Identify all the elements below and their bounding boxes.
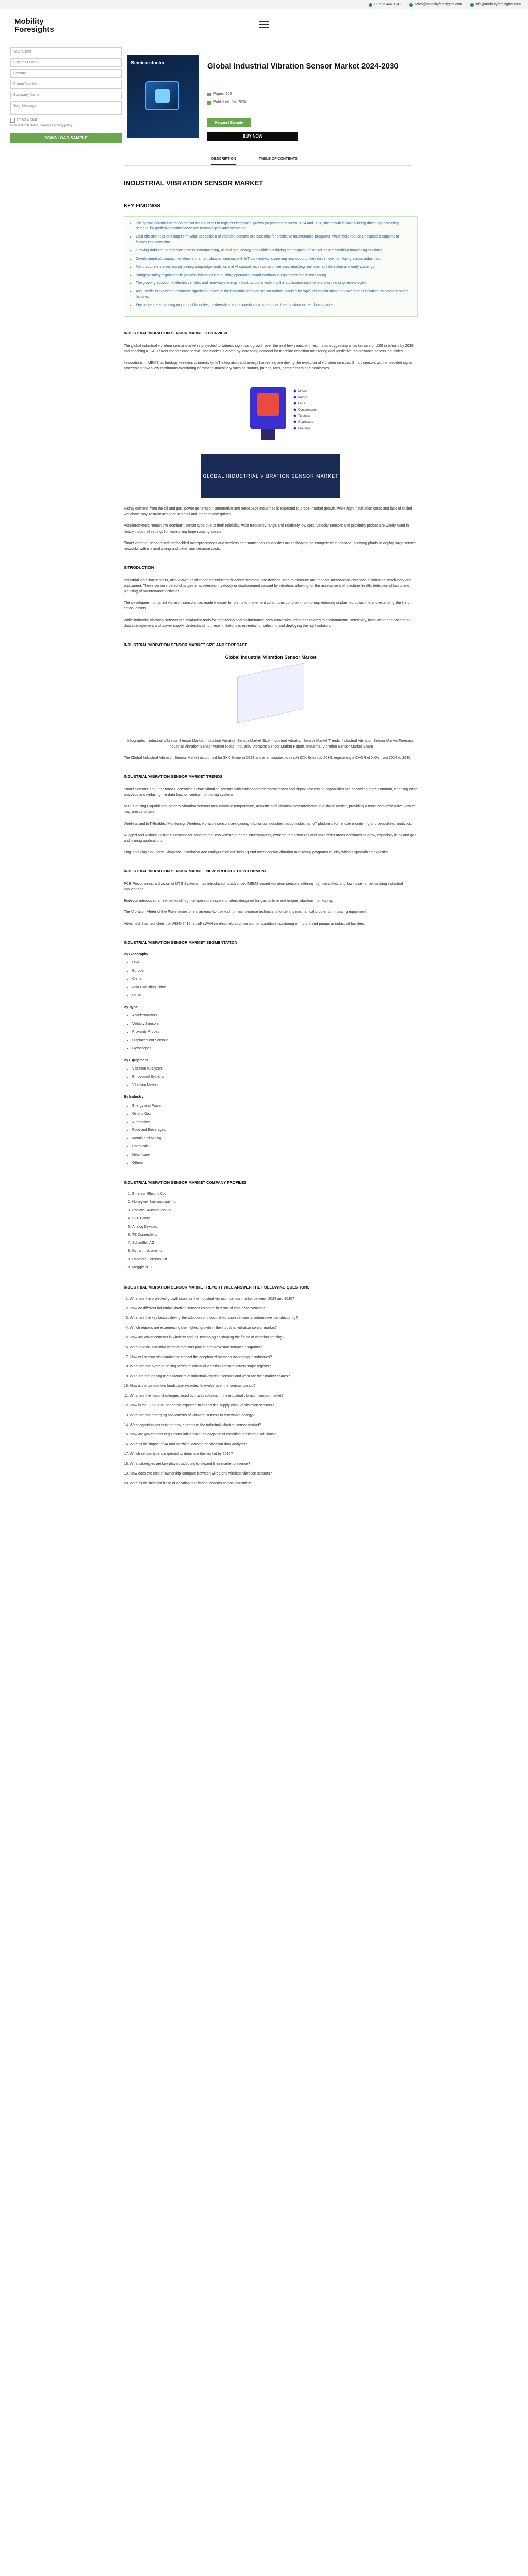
report-hero — [124, 55, 412, 142]
segment-item: • Metals and Mining — [132, 1136, 418, 1142]
overview-paragraph: Smart vibration sensors with embedded microprocessors and wireless communication capabilities are reshaping the competitive landscape, allowing plants to deploy large sensor networks with minimal wiring and lower maintenance costs. — [124, 540, 416, 551]
key-finding: • Growing industrial automation across manufacturing, oil and gas, energy and utilities is driving the adoption of sensor-based condition monitoring solutions. — [136, 248, 411, 254]
company-item: 2. Honeywell International Inc. — [132, 1200, 418, 1206]
infographic-graphic — [124, 377, 418, 500]
legend-dot — [294, 402, 296, 405]
segment-item: • Asia Excluding China — [132, 985, 418, 991]
faq-question: 14. What opportunities exist for new entrants in the industrial vibration sensor market? — [130, 1423, 418, 1429]
sales-email-contact[interactable]: sales@mobilityforesights.com — [409, 2, 463, 8]
faq-question: 16. What is the impact of AI and machine learning on vibration data analysis? — [130, 1442, 418, 1448]
country-select[interactable]: Country — [10, 69, 122, 78]
size-figure-title: Global Industrial Vibration Sensor Market — [225, 654, 317, 660]
download-sample-button[interactable]: DOWNLOAD SAMPLE — [10, 133, 122, 143]
report-article — [124, 170, 418, 1490]
contact-list — [369, 2, 521, 8]
trends-paragraph: Plug-and-Play Solutions: Simplified installation and configuration are helping end users deploy vibration monitoring programs quickly without specialized expertise. — [124, 850, 390, 855]
overview-paragraph: Accelerometers remain the dominant sensor type due to their reliability, wide frequency range and relatively low cost. Velocity sensors and proximity probes are widely used in heavy industrial settings for monitoring large rotating assets. — [124, 523, 409, 534]
calendar-icon — [207, 101, 211, 105]
segment-item: • Proximity Probes — [132, 1030, 418, 1036]
segment-item: • Chemicals — [132, 1144, 418, 1150]
segment-heading: By Geography — [124, 952, 148, 956]
infographic-label: Bearings — [298, 427, 310, 431]
key-findings-box — [124, 216, 418, 317]
new-product-paragraph: The Vibration Meter of the Fluke series offers an easy-to-use tool for maintenance technicians to identify mechanical problems in rotating equipment. — [124, 909, 367, 914]
key-finding: • Asia Pacific is expected to witness significant growth in the industrial vibration sensor market, backed by rapid industrialization and government initiatives to promote smart factories. — [136, 289, 411, 300]
infographic-label: Motors — [298, 390, 308, 394]
size-forecast-title: INDUSTRIAL VIBRATION SENSOR MARKET SIZE AND FORECAST — [124, 642, 248, 647]
trends-paragraph: Wireless and IoT-Enabled Monitoring: Wireless vibration sensors are gaining traction as industries adopt Industrial IoT platforms for remote monitoring and centralized analytics. — [124, 821, 412, 826]
key-finding: • Manufacturers are increasingly integrating edge analytics and AI capabilities in vibration sensors, enabling real time fault detection and early warnings. — [136, 265, 411, 270]
company-item: 10. Meggitt PLC — [132, 1265, 418, 1271]
new-product-paragraph: Advantech has launched the WISE-2410, a LoRaWAN wireless vibration sensor for condition monitoring of motors and pumps in industrial facilities. — [124, 921, 365, 926]
key-finding: • The growing adoption of electric vehicles and renewable energy infrastructure is widening the application base for vibration sensing technologies. — [136, 281, 411, 286]
site-header — [0, 9, 528, 41]
tab-table-of-contents[interactable]: TABLE OF CONTENTS — [259, 157, 298, 161]
info-email-contact[interactable]: info@mobilityforesights.com — [470, 2, 521, 8]
introduction-paragraph: While industrial vibration sensors are invaluable tools for monitoring and maintenance, they come with limitations related to environmental sensitivity, installation and calibration, data management and power supply. Understanding these limitations is essential for selecting and deploying the right solution. — [124, 617, 412, 628]
introduction-paragraph: Industrial vibration sensors, also known as vibration transducers or accelerometers, are devices used to measure and monitor mechanical vibrations in industrial machinery and equipment. These sensors detect changes in acceleration, velocity or displacement caused by vibration, allowing for the assessment of machine health, detection of faults and planning of maintenance activities. — [124, 577, 412, 594]
meta-pages: Pages: 108 — [207, 92, 246, 97]
logo-line-1: Mobility — [14, 17, 44, 26]
infographic-label: Fans — [298, 402, 305, 406]
new-product-paragraph: PCB Piezotronics, a division of MTS Systems, has introduced its advanced MEMS-based vibration sensors, offering high sensitivity and low noise for demanding industrial applications. — [124, 880, 403, 892]
faq-question: 18. What strategies are key players adopting to expand their market presence? — [130, 1462, 418, 1467]
captcha-checkbox[interactable] — [10, 118, 15, 123]
company-item: 3. Rockwell Automation Inc. — [132, 1208, 418, 1214]
key-finding: • Stringent safety regulations in process industries are pushing operators toward continuous equipment health monitoring. — [136, 273, 411, 279]
infographic-label: Compressors — [298, 409, 317, 412]
report-title: Global Industrial Vibration Sensor Market 2024-2030 — [207, 62, 399, 71]
segment-item: • Automotive — [132, 1120, 418, 1126]
segmentation-title: INDUSTRIAL VIBRATION SENSOR MARKET SEGMENTATION — [124, 940, 238, 945]
new-product-paragraph: Endevco introduced a new series of high-temperature accelerometers designed for gas turbine and engine vibration monitoring. — [124, 898, 333, 903]
key-finding: • The global industrial vibration sensor market is set to register exceptional growth projections between 2024 and 2030, the growth is mainly being driven by increasing demand for predictive maintenance and technological advancements. — [136, 221, 411, 232]
segment-item: • Gyroscopes — [132, 1046, 418, 1052]
site-logo[interactable] — [14, 18, 76, 34]
segment-item: • Accelerometers — [132, 1013, 418, 1019]
company-item: 6. TE Connectivity — [132, 1233, 418, 1239]
faq-question: 6. What role do industrial vibration sensors play in predictive maintenance programs? — [130, 1345, 418, 1351]
phone-icon — [369, 3, 372, 7]
cover-category: Semiconductor — [131, 60, 165, 65]
faq-title: INDUSTRIAL VIBRATION SENSOR MARKET REPORT WILL ANSWER THE FOLLOWING QUESTIONS — [124, 1284, 310, 1290]
faq-list — [124, 1297, 418, 1487]
mail-icon — [470, 3, 474, 7]
company-profiles-title: INDUSTRIAL VIBRATION SENSOR MARKET COMPANY PROFILES — [124, 1180, 247, 1185]
overview-title: INDUSTRIAL VIBRATION SENSOR MARKET OVERVIEW — [124, 330, 227, 335]
infographic-label: Gearboxes — [298, 421, 314, 425]
company-item: 1. Emerson Electric Co. — [132, 1192, 418, 1197]
legend-dot — [294, 427, 296, 430]
faq-question: 11. What are the major challenges faced by manufacturers in the industrial vibration sensor market? — [130, 1394, 418, 1399]
message-textarea[interactable]: Your Message — [10, 101, 122, 115]
faq-question: 7. How will sensor standardization impact the adoption of vibration monitoring in industries? — [130, 1355, 418, 1361]
name-input[interactable]: Your Name — [10, 47, 122, 56]
captcha-label: I'm not a robot — [17, 118, 37, 122]
report-cover-image — [127, 55, 199, 138]
segment-heading: By Equipment — [124, 1058, 148, 1062]
size-figure-caption: Infographic: Industrial Vibration Sensor Market, Industrial Vibration Sensor Market Size, Industrial Vibration Sensor Market Trends, Industrial Vibration Sensor Market Forecast, Industrial Vibration Sensor Market Risks, Industrial Vibration Sensor Market Report, Industrial Vibration Sensor Market Share — [127, 738, 414, 749]
top-contact-bar — [0, 0, 528, 9]
key-finding: • Key players are focusing on product launches, partnerships and acquisitions to strengthen their position in the global market. — [136, 303, 411, 309]
key-finding: • Development of compact, wireless and smart vibration sensors with IoT connectivity is opening new opportunities for remote monitoring across industries. — [136, 257, 411, 262]
segment-item: • Embedded Systems — [132, 1075, 418, 1080]
faq-question: 10. How is the competitive landscape expected to evolve over the forecast period? — [130, 1384, 418, 1389]
buy-now-button[interactable]: BUY NOW — [207, 132, 298, 141]
infographic-banner-title: GLOBAL INDUSTRIAL VIBRATION SENSOR MARKET — [203, 473, 339, 479]
infographic-label: Pumps — [298, 396, 308, 400]
trends-paragraph: Rugged and Robust Designs: Demand for sensors that can withstand harsh environments, extreme temperatures and hazardous areas continues to grow, especially in oil and gas and mining applications. — [124, 832, 417, 843]
faq-question: 19. How does the cost of ownership compare between wired and wireless vibration sensors? — [130, 1471, 418, 1477]
company-item: 7. Schaeffler AG — [132, 1241, 418, 1246]
faq-question: 13. What are the emerging applications of vibration sensors in renewable energy? — [130, 1413, 418, 1419]
hamburger-menu-icon[interactable] — [259, 21, 269, 28]
report-meta — [207, 92, 246, 108]
faq-question: 9. Who are the leading manufacturers of industrial vibration sensors and what are their market shares? — [130, 1374, 418, 1380]
chip-icon — [145, 81, 179, 110]
introduction-paragraph: The development of smart vibration sensors has made it easier for plants to implement continuous condition monitoring, reducing unplanned downtime and extending the life of critical assets. — [124, 600, 411, 611]
isometric-illustration — [237, 663, 304, 723]
sample-request-form — [10, 47, 122, 143]
segment-item: • Energy and Power — [132, 1104, 418, 1109]
faq-question: 20. What is the installed base of vibration monitoring systems across industries? — [130, 1481, 418, 1487]
faq-question: 2. How do different industrial vibration sensors compare in terms of cost-effectiveness? — [130, 1306, 418, 1312]
company-input[interactable]: Company Name — [10, 91, 122, 99]
segment-item: • ROW — [132, 993, 418, 999]
legend-dot — [294, 415, 296, 417]
overview-paragraph: Rising demand from the oil and gas, power generation, automotive and aerospace industries is expected to propel market growth, while high installation costs and lack of skilled workforce may restrain adoption in small and medium enterprises. — [124, 506, 412, 517]
segment-heading: By Industry — [124, 1095, 144, 1099]
segment-item: • Others — [132, 1161, 418, 1166]
introduction-title: INTRODUCTION — [124, 565, 154, 570]
trends-paragraph: Multi-Sensing Capabilities: Modern vibration sensors now combine temperature, acoustic and vibration measurements in a single device, providing a more comprehensive view of machine condition. — [124, 804, 416, 815]
overview-paragraph: The global industrial vibration sensor market is projected to witness significant growth over the next few years, with estimates suggesting a market size of US$ in billions by 2030 and reaching a CAGR over the forecast period. The market is driven by increasing demand for machine condition monitoring and predictive maintenance across industries. — [124, 343, 414, 353]
phone-contact[interactable]: +1 612 444 0041 — [369, 2, 401, 8]
article-title: INDUSTRIAL VIBRATION SENSOR MARKET — [124, 179, 263, 187]
company-item: 8. Dytran Instruments — [132, 1249, 418, 1255]
segment-item: • Europe — [132, 969, 418, 974]
pages-icon — [207, 93, 211, 96]
request-sample-button[interactable]: Request Sample — [207, 118, 251, 127]
logo-line-2: Foresights — [14, 25, 54, 34]
trends-title: INDUSTRIAL VIBRATION SENSOR MARKET TRENDS — [124, 774, 223, 779]
segment-item: • Displacement Sensors — [132, 1038, 418, 1044]
mail-icon — [409, 3, 413, 7]
overview-paragraph: Innovations in MEMS technology, wireless connectivity, IoT integration and energy harvesting are driving the evolution of vibration sensors. Smart sensors with embedded signal processing now allow continuous monitoring of rotating machinery such as motors, pumps, fans, compressors and gearboxes. — [124, 360, 413, 370]
segment-item: • USA — [132, 960, 418, 966]
segment-item: • China — [132, 977, 418, 982]
trends-paragraph: Smart Sensors and Integrated Electronics: Smart vibration sensors with embedded microprocessors and signal processing capabilities are becoming more common, enabling edge analytics and reducing the data load on central monitoring systems. — [124, 786, 418, 798]
segment-item: • Velocity Sensors — [132, 1022, 418, 1027]
phone-input[interactable]: Phone Number — [10, 80, 122, 89]
key-finding: • Cost-effectiveness and long-term value proposition of vibration sensors are essential for predictive maintenance programs, which help reduce unexpected equipment failures and downtime. — [136, 234, 411, 246]
consent-checkbox-label[interactable]: I consent to Mobility Foresights privacy policy — [10, 124, 73, 128]
key-findings-title: KEY FINDINGS — [124, 203, 160, 209]
segment-item: • Healthcare — [132, 1153, 418, 1158]
legend-dot — [294, 396, 296, 399]
faq-question: 12. How is the COVID-19 pandemic expected to impact the supply chain of vibration sensors? — [130, 1403, 418, 1409]
sensor-base — [261, 429, 275, 440]
legend-dot — [294, 409, 296, 411]
segment-item: • Oil and Gas — [132, 1112, 418, 1117]
new-product-title: INDUSTRIAL VIBRATION SENSOR MARKET NEW PRODUCT DEVELOPMENT — [124, 869, 267, 874]
email-input[interactable]: Business Email — [10, 58, 122, 67]
company-item: 9. Hansford Sensors Ltd. — [132, 1257, 418, 1263]
tab-description[interactable]: DESCRIPTION — [211, 157, 236, 165]
faq-question: 8. What are the average selling prices of industrial vibration sensors across major regions? — [130, 1364, 418, 1370]
sensor-core — [257, 393, 279, 416]
size-paragraph: The Global Industrial Vibration Sensor Market accounted for $XX Billion in 2023 and is anticipated to reach $XX Billion by 2030, registering a CAGR of XX% from 2024 to 2030. — [124, 755, 412, 760]
faq-question: 1. What are the projected growth rates for the industrial vibration sensor market between 2024 and 2030? — [130, 1297, 418, 1302]
company-item: 4. SKF Group — [132, 1216, 418, 1222]
faq-question: 17. Which sensor type is expected to dominate the market by 2030? — [130, 1452, 418, 1458]
segment-heading: By Type — [124, 1005, 138, 1009]
company-item: 5. Analog Devices — [132, 1225, 418, 1230]
faq-question: 5. How are advancements in wireless and IoT technologies shaping the future of vibration sensing? — [130, 1335, 418, 1341]
segment-item: • Vibration Analyzers — [132, 1066, 418, 1072]
faq-question: 15. How are government regulations influencing the adoption of condition monitoring solutions? — [130, 1432, 418, 1438]
meta-date: Published: Jan 2024 — [207, 100, 246, 106]
report-tabs — [124, 154, 412, 166]
legend-dot — [294, 390, 296, 393]
captcha[interactable] — [10, 118, 122, 123]
infographic-label: Turbines — [298, 415, 310, 418]
legend-dot — [294, 421, 296, 423]
faq-question: 3. What are the key factors driving the adoption of industrial vibration sensors in automotive manufacturing? — [130, 1316, 418, 1321]
market-size-figure — [124, 654, 418, 732]
segment-item: • Food and Beverages — [132, 1128, 418, 1133]
market-infographic — [124, 377, 418, 500]
faq-question: 4. Which regions are experiencing the highest growth in the industrial vibration sensor market? — [130, 1326, 418, 1331]
segment-item: • Vibration Meters — [132, 1083, 418, 1089]
